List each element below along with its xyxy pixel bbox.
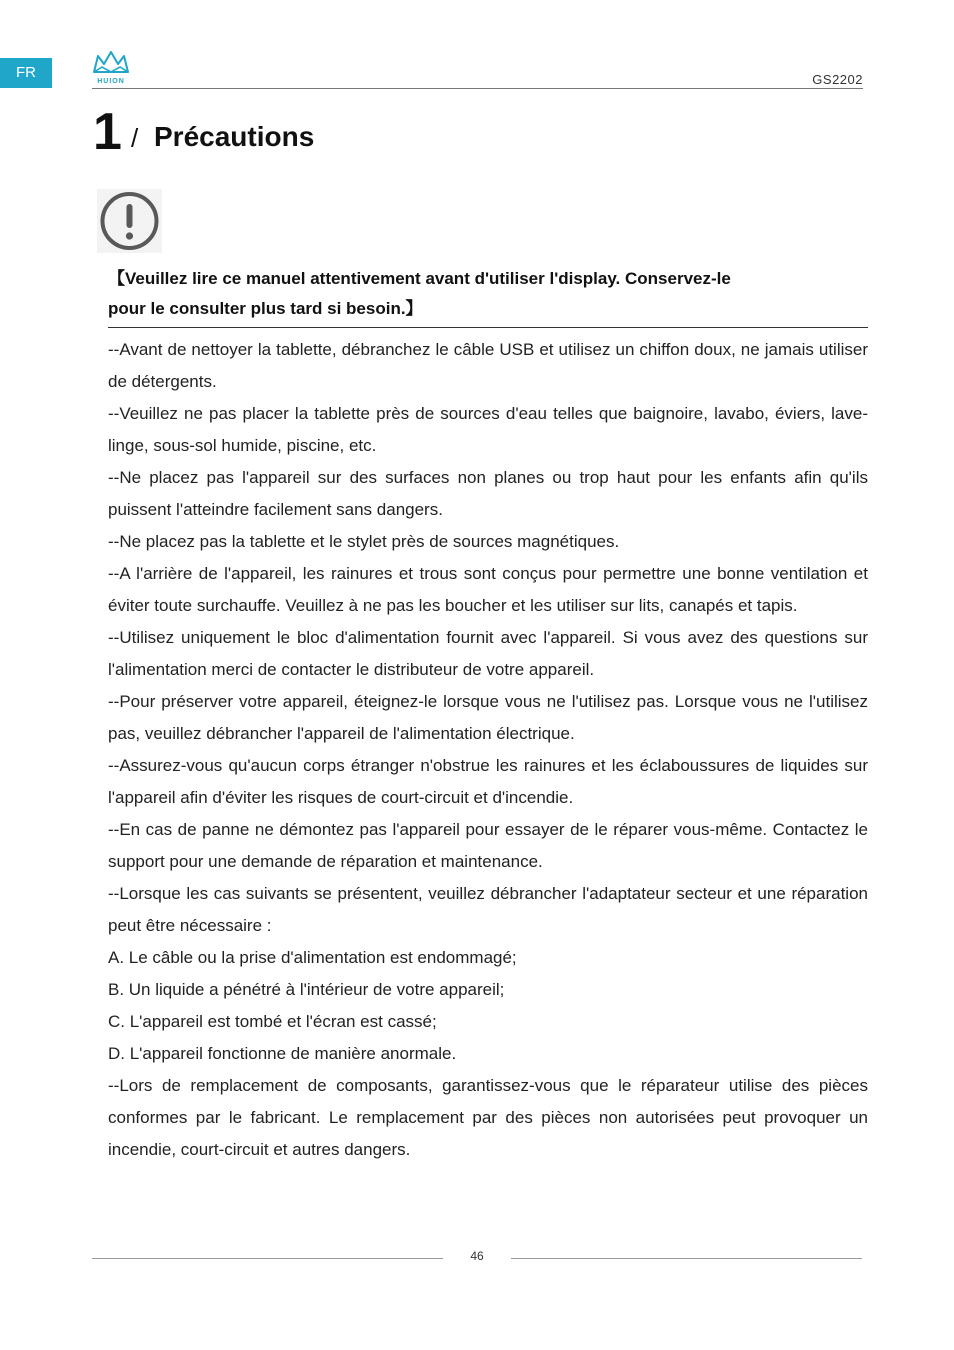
precaution-item: --Lors de remplacement de composants, garantissez-vous que le réparateur utilise des pièces conformes par le fabricant. Le remplacement par des pièces non autorisées peut provoquer un incendie, court-circuit et autres dangers. [108, 1076, 868, 1159]
precaution-subitem: D. L'appareil fonctionne de manière anormale. [108, 1044, 457, 1063]
precaution-item: --Lorsque les cas suivants se présentent, veuillez débrancher l'adaptateur secteur et une réparation peut être nécessaire : [108, 884, 868, 935]
precaution-item: --Veuillez ne pas placer la tablette près de sources d'eau telles que baignoire, lavabo, éviers, lave-linge, sous-sol humide, piscine, etc. [108, 404, 868, 455]
precaution-item: --Ne placez pas l'appareil sur des surfaces non planes ou trop haut pour les enfants afin qu'ils puissent l'atteindre facilement sans dangers. [108, 468, 868, 519]
page-number: 46 [470, 1249, 484, 1263]
header-divider [92, 88, 863, 89]
precaution-item: --A l'arrière de l'appareil, les rainures et trous sont conçus pour permettre une bonne ventilation et éviter toute surchauffe. Veuillez à ne pas les boucher et les utiliser sur lits, canapés et tapis. [108, 564, 868, 615]
notice-divider [108, 327, 868, 328]
language-tab: FR [0, 58, 52, 88]
section-number: 1 [93, 103, 122, 161]
exclamation-circle-icon [97, 189, 162, 253]
precaution-subitem: C. L'appareil est tombé et l'écran est cassé; [108, 1012, 437, 1031]
footer-divider-right [511, 1258, 862, 1259]
footer-divider-left [92, 1258, 443, 1259]
precaution-item: --En cas de panne ne démontez pas l'appareil pour essayer de le réparer vous-même. Contactez le support pour une demande de réparation et maintenance. [108, 820, 868, 871]
precaution-item: --Utilisez uniquement le bloc d'alimentation fournit avec l'appareil. Si vous avez des questions sur l'alimentation merci de contacter le distributeur de votre appareil. [108, 628, 868, 679]
precautions-list [108, 334, 868, 1166]
precaution-item: --Assurez-vous qu'aucun corps étranger n'obstrue les rainures et les éclaboussures de liquides sur l'appareil afin d'éviter les risques de court-circuit et d'incendie. [108, 756, 868, 807]
precaution-subitem: A. Le câble ou la prise d'alimentation est endommagé; [108, 948, 517, 967]
precaution-item: --Ne placez pas la tablette et le stylet près de sources magnétiques. [108, 532, 620, 551]
model-name: GS2202 [812, 72, 863, 87]
precaution-item: --Avant de nettoyer la tablette, débranchez le câble USB et utilisez un chiffon doux, ne jamais utiliser de détergents. [108, 340, 868, 391]
precaution-subitem: B. Un liquide a pénétré à l'intérieur de votre appareil; [108, 980, 505, 999]
warning-notice [108, 264, 868, 324]
notice-line-1: 【Veuillez lire ce manuel attentivement avant d'utiliser l'display. Conservez-le [108, 269, 731, 288]
section-separator: / [131, 123, 139, 153]
logo-text: HUION [97, 78, 125, 85]
precaution-item: --Pour préserver votre appareil, éteignez-le lorsque vous ne l'utilisez pas. Lorsque vous ne l'utilisez pas, veuillez débrancher l'appareil de l'alimentation électrique. [108, 692, 868, 743]
huion-logo-icon [90, 50, 132, 86]
section-title: Précautions [154, 121, 315, 152]
notice-line-2: pour le consulter plus tard si besoin.】 [108, 299, 423, 318]
